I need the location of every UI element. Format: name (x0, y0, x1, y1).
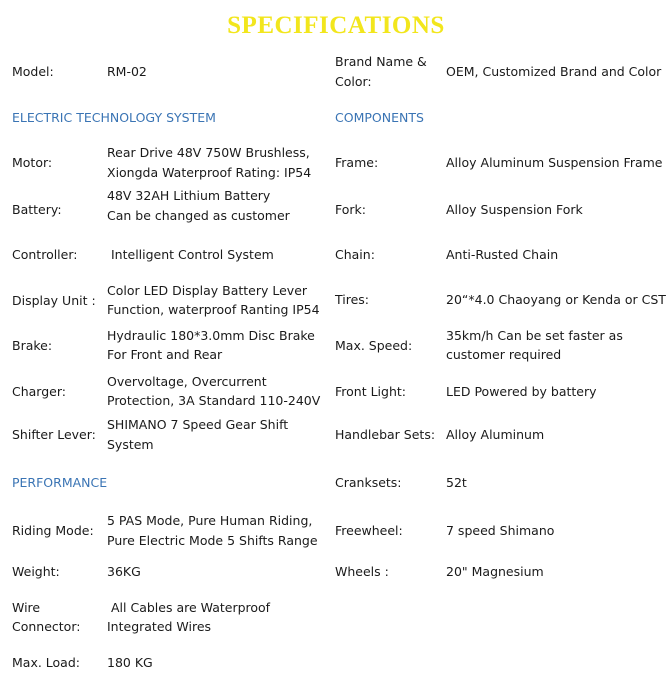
spec-value-shifter-line2: System (107, 437, 154, 452)
spec-value-charger-line1: Overvoltage, Overcurrent (107, 374, 267, 389)
spec-value-tires: 20“*4.0 Chaoyang or Kenda or CST (446, 292, 666, 307)
spec-label-controller: Controller: (12, 247, 78, 262)
spec-value-battery-line2: Can be changed as customer (107, 208, 290, 223)
spec-value-speed-line1: 35km/h Can be set faster as (446, 328, 623, 343)
spec-value-riding-line1: 5 PAS Mode, Pure Human Riding, (107, 513, 313, 528)
spec-value-front-light: LED Powered by battery (446, 384, 597, 399)
spec-label-max-speed: Max. Speed: (335, 338, 413, 353)
spec-value-model: RM-02 (107, 64, 147, 79)
spec-value-handlebar: Alloy Aluminum (446, 427, 545, 442)
section-heading-performance: PERFORMANCE (12, 475, 108, 490)
spec-label-brand-line1: Brand Name & (335, 54, 427, 69)
spec-value-max-load: 180 KG (107, 655, 153, 670)
spec-value-speed-line2: customer required (446, 347, 562, 362)
page-title: SPECIFICATIONS (227, 12, 445, 39)
spec-label-riding-mode: Riding Mode: (12, 523, 94, 538)
spec-value-motor-line1: Rear Drive 48V 750W Brushless, (107, 145, 310, 160)
spec-label-charger: Charger: (12, 384, 66, 399)
spec-label-frame: Frame: (335, 155, 379, 170)
spec-label-weight: Weight: (12, 564, 60, 579)
spec-value-display-line2: Function, waterproof Ranting IP54 (107, 302, 320, 317)
spec-label-fork: Fork: (335, 202, 366, 217)
spec-value-shifter-line1: SHIMANO 7 Speed Gear Shift (107, 417, 289, 432)
spec-value-weight: 36KG (107, 564, 141, 579)
spec-value-motor-line2: Xiongda Waterproof Rating: IP54 (107, 165, 312, 180)
spec-label-wire-line1: Wire (12, 600, 41, 615)
spec-value-freewheel: 7 speed Shimano (446, 523, 555, 538)
spec-label-cranksets: Cranksets: (335, 475, 402, 490)
spec-value-wire-line2: Integrated Wires (107, 619, 212, 634)
spec-value-display-line1: Color LED Display Battery Lever (107, 283, 308, 298)
spec-value-controller: Intelligent Control System (111, 247, 274, 262)
section-heading-electric: ELECTRIC TECHNOLOGY SYSTEM (12, 110, 216, 125)
spec-value-wire-line1: All Cables are Waterproof (111, 600, 271, 615)
spec-value-brake-line1: Hydraulic 180*3.0mm Disc Brake (107, 328, 315, 343)
spec-value-frame: Alloy Aluminum Suspension Frame (446, 155, 663, 170)
spec-value-brand: OEM, Customized Brand and Color (446, 64, 662, 79)
spec-label-max-load: Max. Load: (12, 655, 80, 670)
spec-value-riding-line2: Pure Electric Mode 5 Shifts Range (107, 533, 318, 548)
spec-label-shifter: Shifter Lever: (12, 427, 96, 442)
spec-label-brake: Brake: (12, 338, 53, 353)
spec-label-handlebar: Handlebar Sets: (335, 427, 436, 442)
spec-value-cranksets: 52t (446, 475, 467, 490)
spec-label-model: Model: (12, 64, 54, 79)
spec-value-chain: Anti-Rusted Chain (446, 247, 559, 262)
spec-label-wheels: Wheels : (335, 564, 389, 579)
spec-label-chain: Chain: (335, 247, 375, 262)
spec-label-brand-line2: Color: (335, 74, 372, 89)
spec-value-charger-line2: Protection, 3A Standard 110-240V (107, 393, 321, 408)
spec-label-freewheel: Freewheel: (335, 523, 403, 538)
spec-label-motor: Motor: (12, 155, 53, 170)
spec-label-battery: Battery: (12, 202, 62, 217)
spec-value-brake-line2: For Front and Rear (107, 347, 223, 362)
spec-label-display: Display Unit : (12, 293, 96, 308)
spec-label-wire-line2: Connector: (12, 619, 81, 634)
spec-value-wheels: 20" Magnesium (446, 564, 544, 579)
spec-value-battery-line1: 48V 32AH Lithium Battery (107, 188, 271, 203)
spec-label-front-light: Front Light: (335, 384, 406, 399)
spec-value-fork: Alloy Suspension Fork (446, 202, 583, 217)
spec-label-tires: Tires: (335, 292, 370, 307)
section-heading-components: COMPONENTS (335, 110, 424, 125)
